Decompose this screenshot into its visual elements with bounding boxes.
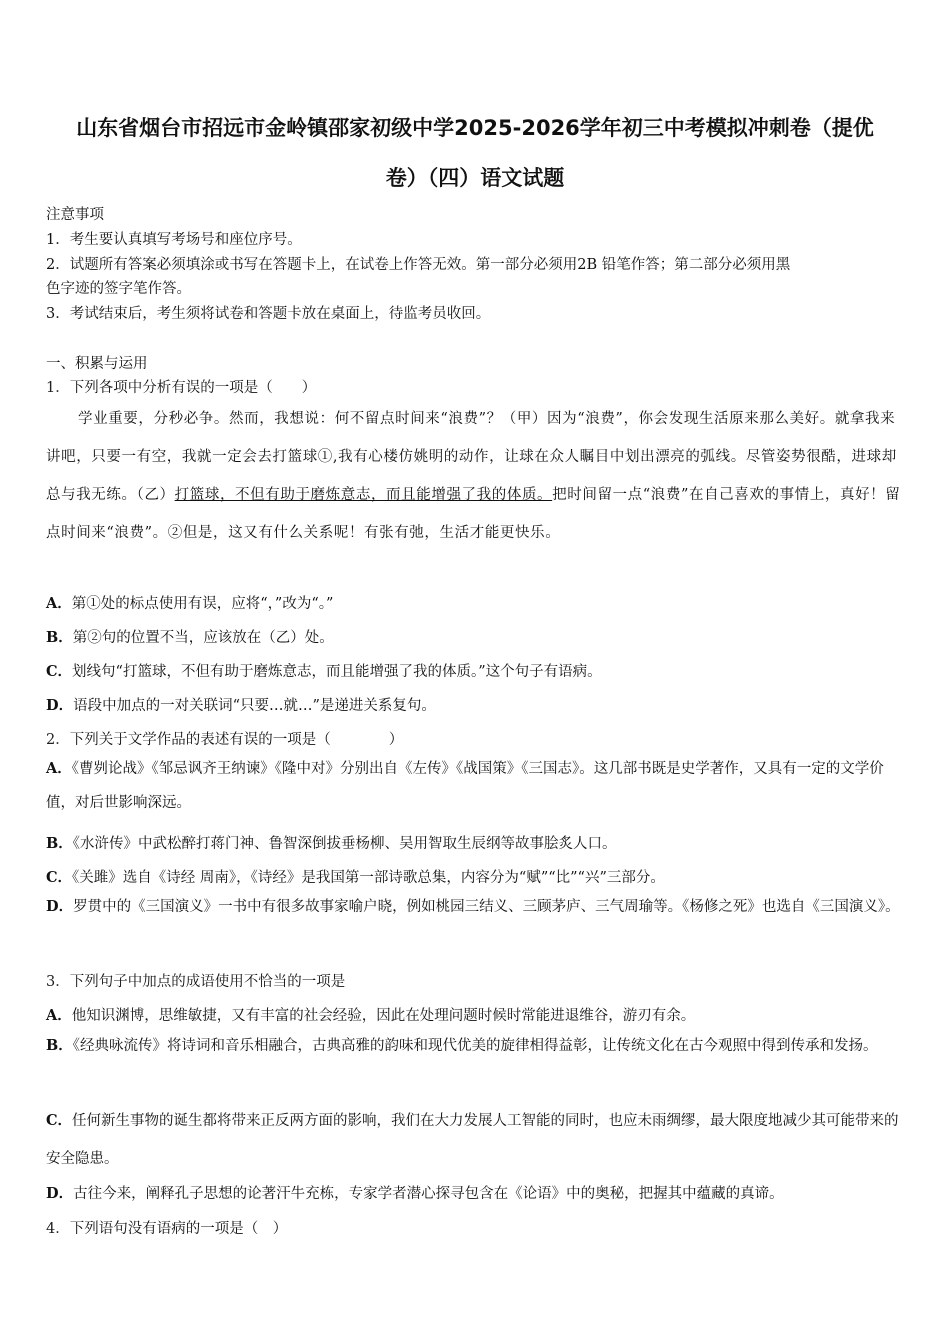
- option-text: 第②句的位置不当，应该放在（乙）处。: [72, 630, 334, 646]
- option-label: D．: [46, 898, 74, 915]
- question-stem: 下列关于文学作品的表述有误的一项是（ ）: [69, 732, 404, 748]
- question-stem: 下列语句没有语病的一项是（ ）: [69, 1221, 288, 1237]
- question-stem: 下列各项中分析有误的一项是（ ）: [69, 380, 317, 396]
- notice-heading: 注意事项: [46, 207, 104, 223]
- option-text: 《水浒传》中武松醉打蒋门神、鲁智深倒拔垂杨柳、吴用智取生辰纲等故事脍炙人口。: [72, 836, 617, 852]
- exam-title-line1: 山东省烟台市招远市金岭镇邵家初级中学2025-2026学年初三中考模拟冲刺卷（提优: [76, 116, 874, 140]
- option-label: A．: [46, 595, 72, 612]
- exam-title-line2: 卷）（四）语文试题: [385, 166, 565, 190]
- option-label: D．: [46, 1185, 74, 1202]
- option-c: [46, 660, 602, 681]
- option-b: [46, 1028, 906, 1064]
- option-text: 任何新生事物的诞生都将带来正反两方面的影响，我们在大力发展人工智能的同时，也应未雨绸缪，最大限度地减少其可能带来的安全隐患。: [46, 1113, 899, 1167]
- question-3: [46, 970, 345, 991]
- option-d: [46, 694, 436, 715]
- notice-item: 2．试题所有答案必须填涂或书写在答题卡上，在试卷上作答无效。第一部分必须用2B 铅笔作答；第二部分必须用黑: [46, 257, 791, 273]
- option-label: C．: [46, 869, 73, 886]
- option-label: A．: [46, 760, 72, 777]
- option-text: 他知识渊博，思维敏捷，又有丰富的社会经验，因此在处理问题时候时常能进退维谷，游刃有余。: [71, 1008, 696, 1024]
- option-c: [46, 866, 665, 887]
- question-1-passage: [46, 400, 906, 552]
- option-label: C．: [46, 663, 73, 680]
- option-label: C．: [46, 1112, 73, 1129]
- option-d: [46, 1182, 784, 1203]
- option-d: [46, 890, 906, 924]
- question-stem: 下列句子中加点的成语使用不恰当的一项是: [69, 974, 346, 990]
- question-number: 1．: [46, 380, 70, 396]
- question-number: 3．: [46, 974, 70, 990]
- option-label: D．: [46, 697, 74, 714]
- question-1: [46, 376, 316, 397]
- passage-text: 把时间留一点“浪费”在自己喜欢的事情上，真好！留点时间来“浪费”。②但是，这又有什么关系呢！有张有弛，生活才能更快乐。: [46, 487, 901, 541]
- notice-item: 3．考试结束后，考生须将试卷和答题卡放在桌面上，待监考员收回。: [46, 306, 491, 322]
- option-b: [46, 626, 334, 647]
- option-a: [46, 592, 333, 613]
- option-a: [46, 752, 906, 820]
- option-label: B．: [46, 629, 73, 646]
- notice-item: 色字迹的签字笔作答。: [46, 281, 191, 297]
- option-label: A．: [46, 1007, 72, 1024]
- option-b: [46, 832, 617, 853]
- passage-text: 学业重要，分秒必争。然而，我想说：何不留点时间来“浪费”？（甲）因为“浪费”，你会发现生活原来那么美好。就拿我来讲吧，只要一有空，我就一定会去打篮球①,我有心楼仿姚明的动作，让球在众人瞩目中划出漂亮的弧线。尽管姿势很酷，进球却总与我无练。（乙）: [46, 411, 897, 503]
- question-4: [46, 1217, 287, 1238]
- question-number: 2．: [46, 732, 70, 748]
- question-number: 4．: [46, 1221, 70, 1237]
- option-text: 《关雎》选自《诗经 周南》，《诗经》是我国第一部诗歌总集，内容分为“赋”“比”“兴”三部分。: [72, 870, 665, 886]
- option-text: 《经典咏流传》将诗词和音乐相融合，古典高雅的韵味和现代优美的旋律相得益彰，让传统文化在古今观照中得到传承和发扬。: [72, 1038, 878, 1054]
- option-text: 划线句“打篮球，不但有助于磨炼意志，而且能增强了我的体质。”这个句子有语病。: [72, 664, 602, 680]
- option-text: 第①处的标点使用有误，应将“，”改为“。”: [71, 596, 334, 612]
- option-text: 《曹刿论战》《邹忌讽齐王纳谏》《隆中对》分别出自《左传》《战国策》《三国志》。这几部书既是史学著作，又具有一定的文学价值，对后世影响深远。: [46, 761, 884, 811]
- option-label: B．: [46, 835, 73, 852]
- option-text: 语段中加点的一对关联词“只要…就…”是递进关系复句。: [73, 698, 436, 714]
- section-heading: 一、积累与运用: [46, 356, 148, 372]
- option-a: [46, 1004, 695, 1025]
- underlined-sentence: 打篮球，不但有助于磨炼意志，而且能增强了我的体质。: [174, 487, 553, 503]
- option-text: 罗贯中的《三国演义》一书中有很多故事家喻户晓，例如桃园三结义、三顾茅庐、三气周瑜等。《杨修之死》也选自《三国演义》。: [73, 899, 900, 915]
- option-text: 古往今来，阐释孔子思想的论著汗牛充栋，专家学者潜心探寻包含在《论语》中的奥秘，把握其中蕴藏的真谛。: [73, 1186, 784, 1202]
- option-c: [46, 1102, 906, 1178]
- notice-item: 1．考生要认真填写考场号和座位序号。: [46, 232, 302, 248]
- option-label: B．: [46, 1037, 73, 1054]
- question-2: [46, 728, 403, 749]
